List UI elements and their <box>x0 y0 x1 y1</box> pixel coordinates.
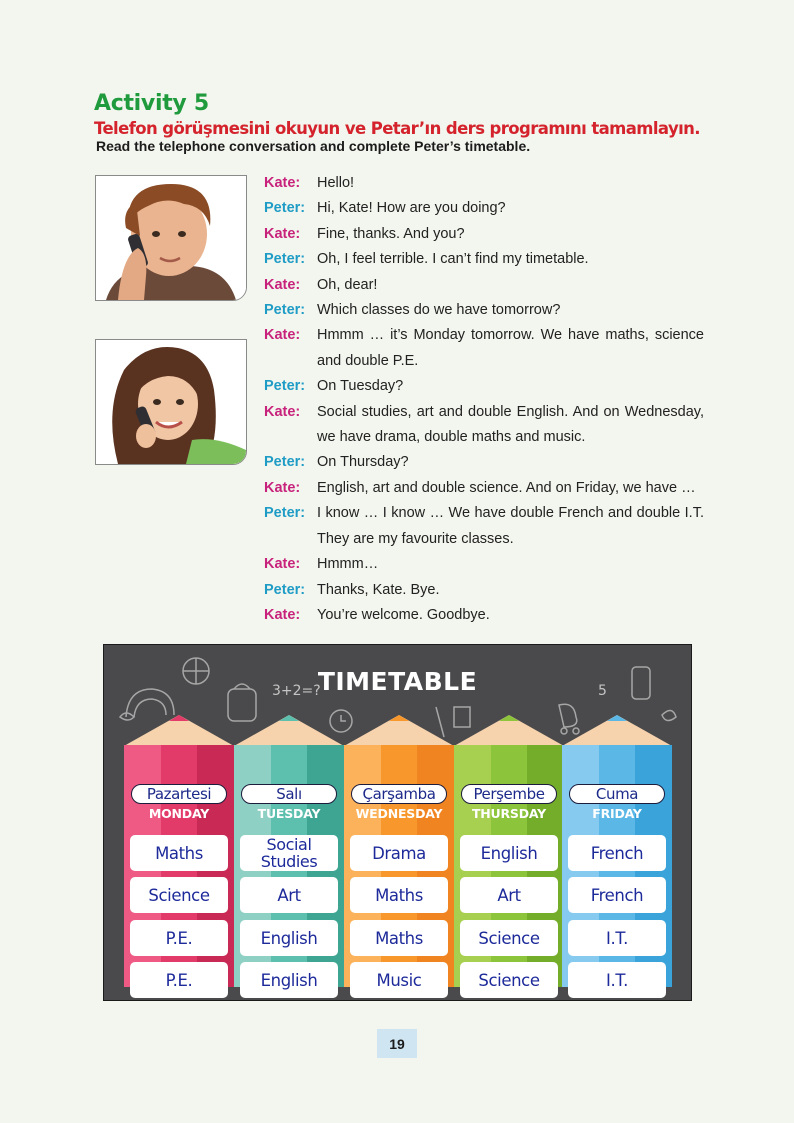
instruction-turkish: Telefon görüşmesini okuyun ve Petar’ın ders programını tamamlayın. <box>94 119 700 138</box>
speaker-peter: Peter: <box>264 581 306 598</box>
pencil-body <box>234 745 344 990</box>
pencil-column-wednesday <box>344 715 454 990</box>
speaker-kate: Kate: <box>264 606 301 623</box>
pencil-body <box>562 745 672 990</box>
day-name-turkish: Çarşamba <box>351 784 447 804</box>
pencil-tip <box>562 715 672 746</box>
dialogue-text: You’re welcome. Goodbye. <box>317 606 490 623</box>
telephone-dialogue <box>264 171 704 628</box>
pencil-column-friday <box>562 715 672 990</box>
dialogue-text: Thanks, Kate. Bye. <box>317 581 440 598</box>
dialogue-text: Social studies, art and double English. And on Wednesday, we have drama, double maths and music. <box>317 403 704 446</box>
dialogue-line <box>264 171 704 196</box>
pencil-tip <box>234 715 344 746</box>
dialogue-line <box>264 273 704 298</box>
dialogue-line <box>264 298 704 323</box>
speaker-peter: Peter: <box>264 378 306 395</box>
subject-cell: English <box>240 962 338 998</box>
subject-cell: I.T. <box>568 920 666 956</box>
dialogue-line <box>264 247 704 272</box>
subject-cell: Music <box>350 962 448 998</box>
dialogue-text: On Tuesday? <box>317 378 404 395</box>
instruction-english: Read the telephone conversation and complete Peter’s timetable. <box>96 138 531 154</box>
dialogue-line <box>264 450 704 475</box>
dialogue-text: English, art and double science. And on Friday, we have … <box>317 479 696 496</box>
subject-cell: Art <box>240 877 338 913</box>
pencil-body <box>124 745 234 990</box>
page-number: 19 <box>377 1029 417 1058</box>
day-name-english: FRIDAY <box>592 806 642 821</box>
pencil-tip <box>124 715 234 746</box>
girl-on-phone-photo <box>95 339 247 465</box>
subject-cell: I.T. <box>568 962 666 998</box>
dialogue-line <box>264 222 704 247</box>
dialogue-line <box>264 552 704 577</box>
dialogue-line <box>264 374 704 399</box>
dialogue-text: Which classes do we have tomorrow? <box>317 302 561 319</box>
speaker-kate: Kate: <box>264 479 301 496</box>
subject-cell: P.E. <box>130 920 228 956</box>
pencil-column-tuesday <box>234 715 344 990</box>
dialogue-line <box>264 578 704 603</box>
speaker-kate: Kate: <box>264 276 301 293</box>
dialogue-text: Oh, I feel terrible. I can’t find my timetable. <box>317 251 589 268</box>
day-name-english: MONDAY <box>148 806 210 821</box>
speaker-kate: Kate: <box>264 556 301 573</box>
pencil-column-monday <box>124 715 234 990</box>
subject-cell: Science <box>460 920 558 956</box>
dialogue-text: Oh, dear! <box>317 276 378 293</box>
speaker-peter: Peter: <box>264 505 306 522</box>
timetable-title: TIMETABLE <box>317 667 478 696</box>
pencil-column-thursday <box>454 715 564 990</box>
subject-cell: Drama <box>350 835 448 871</box>
speaker-peter: Peter: <box>264 200 306 217</box>
dialogue-text: On Thursday? <box>317 454 409 471</box>
pencil-tip <box>454 715 564 746</box>
subject-cell: French <box>568 877 666 913</box>
subject-cell: Social Studies <box>240 835 338 871</box>
dialogue-text: Hello! <box>317 175 355 191</box>
boy-on-phone-photo <box>95 175 247 301</box>
subject-cell: Maths <box>350 920 448 956</box>
subject-cell: Science <box>130 877 228 913</box>
subject-cell: Maths <box>350 877 448 913</box>
dialogue-line <box>264 400 704 451</box>
subject-cell: English <box>240 920 338 956</box>
dialogue-text: I know … I know … We have double French and double I.T. They are my favourite classes. <box>317 505 704 547</box>
math-doodle: 3+2=? <box>272 683 321 699</box>
dialogue-text: Hi, Kate! How are you doing? <box>317 200 506 217</box>
speaker-kate: Kate: <box>264 225 301 242</box>
speaker-kate: Kate: <box>264 327 301 344</box>
day-name-english: THURSDAY <box>471 806 547 821</box>
dialogue-line <box>264 603 704 628</box>
subject-cell: Art <box>460 877 558 913</box>
speaker-peter: Peter: <box>264 251 306 268</box>
subject-cell: English <box>460 835 558 871</box>
day-name-english: WEDNESDAY <box>355 806 443 821</box>
day-name-english: TUESDAY <box>257 806 321 821</box>
speaker-peter: Peter: <box>264 302 306 319</box>
dialogue-text: Hmmm… <box>317 556 379 573</box>
pencil-tip <box>344 715 454 746</box>
dialogue-text: Fine, thanks. And you? <box>317 225 465 242</box>
day-name-turkish: Pazartesi <box>131 784 227 804</box>
speaker-peter: Peter: <box>264 454 306 471</box>
number-doodle: 5 <box>598 683 607 699</box>
speaker-kate: Kate: <box>264 403 301 420</box>
dialogue-line <box>264 196 704 221</box>
subject-cell: Maths <box>130 835 228 871</box>
speaker-kate: Kate: <box>264 175 301 191</box>
pencil-body <box>454 745 564 990</box>
subject-cell: French <box>568 835 666 871</box>
pencil-body <box>344 745 454 990</box>
day-name-turkish: Perşembe <box>461 784 557 804</box>
subject-cell: Science <box>460 962 558 998</box>
dialogue-line <box>264 476 704 501</box>
dialogue-text: Hmmm … it’s Monday tomorrow. We have maths, science and double P.E. <box>317 327 704 369</box>
dialogue-line <box>264 501 704 552</box>
activity-title: Activity 5 <box>94 91 209 116</box>
dialogue-line <box>264 323 704 374</box>
day-name-turkish: Salı <box>241 784 337 804</box>
timetable-board <box>103 644 692 1001</box>
subject-cell: P.E. <box>130 962 228 998</box>
day-name-turkish: Cuma <box>569 784 665 804</box>
